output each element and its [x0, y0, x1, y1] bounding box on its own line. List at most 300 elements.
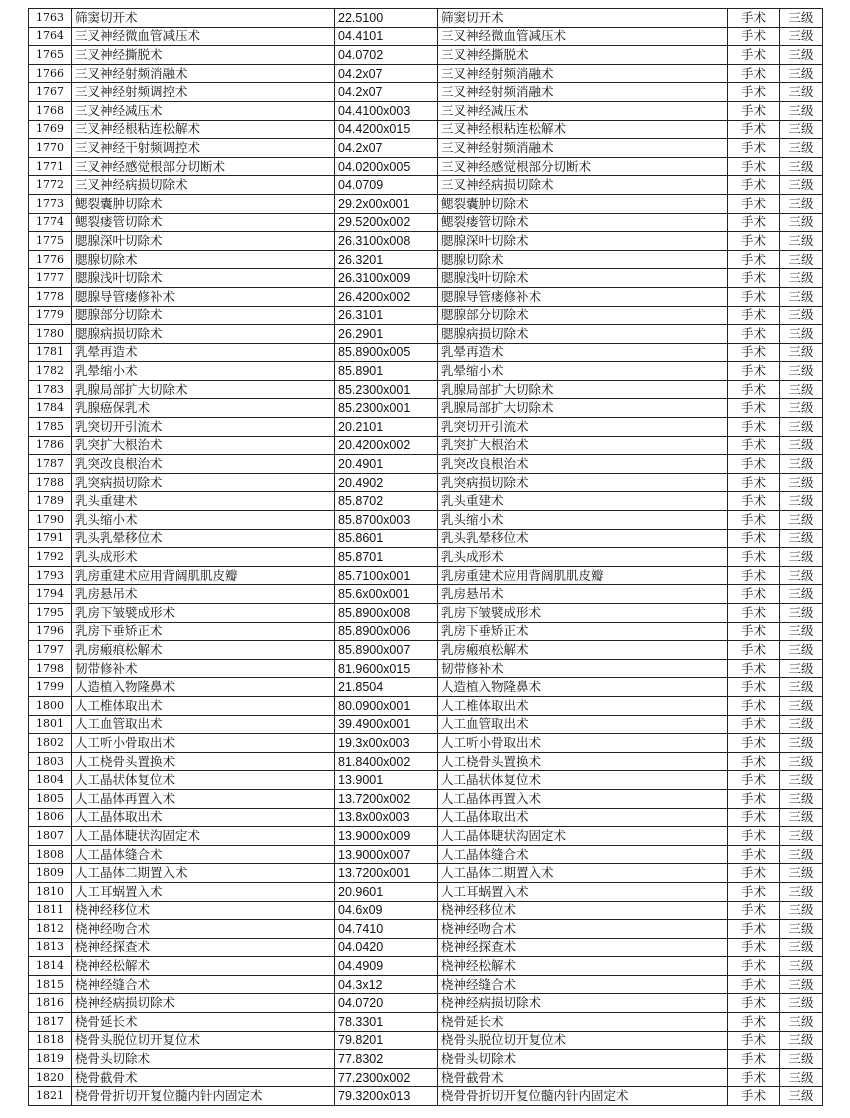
- procedure-type-cell: 手术: [728, 473, 780, 492]
- procedure-type-cell: 手术: [728, 27, 780, 46]
- procedure-code-cell: 79.8201: [335, 1031, 438, 1050]
- row-number-cell: 1777: [29, 269, 72, 288]
- row-number-cell: 1764: [29, 27, 72, 46]
- procedure-type-cell: 手术: [728, 101, 780, 120]
- procedure-type-cell: 手术: [728, 9, 780, 28]
- procedure-name-cell: 鳃裂囊肿切除术: [72, 194, 335, 213]
- procedure-type-cell: 手术: [728, 1013, 780, 1032]
- procedure-type-cell: 手术: [728, 250, 780, 269]
- procedure-code-cell: 04.0709: [335, 176, 438, 195]
- procedure-name-cell: 人工椎体取出术: [72, 696, 335, 715]
- procedure-type-cell: 手术: [728, 957, 780, 976]
- table-row: [29, 994, 823, 1013]
- procedure-grade-cell: 三级: [780, 194, 823, 213]
- procedure-type-cell: 手术: [728, 139, 780, 158]
- procedure-type-cell: 手术: [728, 436, 780, 455]
- mapped-procedure-name-cell: 桡骨头切除术: [438, 1050, 728, 1069]
- procedure-type-cell: 手术: [728, 845, 780, 864]
- mapped-procedure-name-cell: 腮腺切除术: [438, 250, 728, 269]
- procedure-grade-cell: 三级: [780, 287, 823, 306]
- procedure-name-cell: 桡骨头脱位切开复位术: [72, 1031, 335, 1050]
- mapped-procedure-name-cell: 人工椎体取出术: [438, 696, 728, 715]
- procedure-type-cell: 手术: [728, 938, 780, 957]
- row-number-cell: 1765: [29, 46, 72, 65]
- table-row: [29, 715, 823, 734]
- row-number-cell: 1776: [29, 250, 72, 269]
- table-row: [29, 789, 823, 808]
- procedure-code-cell: 79.3200x013: [335, 1087, 438, 1106]
- procedure-type-cell: 手术: [728, 194, 780, 213]
- table-row: [29, 101, 823, 120]
- procedure-grade-cell: 三级: [780, 1050, 823, 1069]
- table-row: [29, 957, 823, 976]
- procedure-code-cell: 85.8702: [335, 492, 438, 511]
- row-number-cell: 1801: [29, 715, 72, 734]
- procedure-code-cell: 19.3x00x003: [335, 734, 438, 753]
- mapped-procedure-name-cell: 乳晕缩小术: [438, 362, 728, 381]
- row-number-cell: 1797: [29, 641, 72, 660]
- procedure-type-cell: 手术: [728, 678, 780, 697]
- procedure-code-cell: 13.7200x002: [335, 789, 438, 808]
- procedure-code-cell: 13.9000x007: [335, 845, 438, 864]
- table-row: [29, 492, 823, 511]
- mapped-procedure-name-cell: 乳头缩小术: [438, 511, 728, 530]
- procedure-code-cell: 04.4200x015: [335, 120, 438, 139]
- procedure-grade-cell: 三级: [780, 975, 823, 994]
- procedure-grade-cell: 三级: [780, 585, 823, 604]
- procedure-name-cell: 三叉神经病损切除术: [72, 176, 335, 195]
- procedure-type-cell: 手术: [728, 362, 780, 381]
- procedure-type-cell: 手术: [728, 808, 780, 827]
- row-number-cell: 1802: [29, 734, 72, 753]
- row-number-cell: 1814: [29, 957, 72, 976]
- row-number-cell: 1782: [29, 362, 72, 381]
- procedure-code-cell: 26.3100x009: [335, 269, 438, 288]
- procedure-name-cell: 乳房下皱襞成形术: [72, 604, 335, 623]
- procedure-name-cell: 三叉神经根粘连松解术: [72, 120, 335, 139]
- table-row: [29, 27, 823, 46]
- row-number-cell: 1820: [29, 1068, 72, 1087]
- procedure-name-cell: 腮腺浅叶切除术: [72, 269, 335, 288]
- table-row: [29, 938, 823, 957]
- procedure-code-cell: 85.8601: [335, 529, 438, 548]
- row-number-cell: 1812: [29, 920, 72, 939]
- table-row: [29, 1031, 823, 1050]
- procedure-type-cell: 手术: [728, 585, 780, 604]
- procedure-grade-cell: 三级: [780, 101, 823, 120]
- row-number-cell: 1774: [29, 213, 72, 232]
- row-number-cell: 1799: [29, 678, 72, 697]
- row-number-cell: 1787: [29, 455, 72, 474]
- procedure-type-cell: 手术: [728, 213, 780, 232]
- procedure-name-cell: 腮腺部分切除术: [72, 306, 335, 325]
- procedure-type-cell: 手术: [728, 83, 780, 102]
- mapped-procedure-name-cell: 三叉神经射频消融术: [438, 64, 728, 83]
- procedure-code-cell: 04.2x07: [335, 83, 438, 102]
- procedure-type-cell: 手术: [728, 994, 780, 1013]
- procedure-code-cell: 77.8302: [335, 1050, 438, 1069]
- procedure-grade-cell: 三级: [780, 938, 823, 957]
- mapped-procedure-name-cell: 桡骨延长术: [438, 1013, 728, 1032]
- procedure-name-cell: 乳突扩大根治术: [72, 436, 335, 455]
- procedure-name-cell: 人工晶体取出术: [72, 808, 335, 827]
- mapped-procedure-name-cell: 桡神经移位术: [438, 901, 728, 920]
- procedure-grade-cell: 三级: [780, 306, 823, 325]
- row-number-cell: 1818: [29, 1031, 72, 1050]
- row-number-cell: 1766: [29, 64, 72, 83]
- procedure-code-cell: 13.8x00x003: [335, 808, 438, 827]
- procedure-type-cell: 手术: [728, 46, 780, 65]
- mapped-procedure-name-cell: 乳腺局部扩大切除术: [438, 399, 728, 418]
- procedure-type-cell: 手术: [728, 566, 780, 585]
- mapped-procedure-name-cell: 桡神经探查术: [438, 938, 728, 957]
- table-row: [29, 139, 823, 158]
- row-number-cell: 1798: [29, 659, 72, 678]
- table-row: [29, 250, 823, 269]
- procedure-grade-cell: 三级: [780, 473, 823, 492]
- procedure-code-cell: 26.3201: [335, 250, 438, 269]
- mapped-procedure-name-cell: 鳃裂瘘管切除术: [438, 213, 728, 232]
- row-number-cell: 1781: [29, 343, 72, 362]
- procedure-type-cell: 手术: [728, 492, 780, 511]
- procedure-name-cell: 腮腺导管瘘修补术: [72, 287, 335, 306]
- procedure-code-cell: 04.0420: [335, 938, 438, 957]
- table-row: [29, 1013, 823, 1032]
- procedure-name-cell: 人工耳蜗置入术: [72, 882, 335, 901]
- procedure-name-cell: 筛窦切开术: [72, 9, 335, 28]
- procedure-type-cell: 手术: [728, 64, 780, 83]
- procedure-name-cell: 三叉神经减压术: [72, 101, 335, 120]
- mapped-procedure-name-cell: 乳头乳晕移位术: [438, 529, 728, 548]
- mapped-procedure-name-cell: 乳突切开引流术: [438, 418, 728, 437]
- table-row: [29, 585, 823, 604]
- table-row: [29, 176, 823, 195]
- row-number-cell: 1786: [29, 436, 72, 455]
- procedure-code-cell: 13.9000x009: [335, 827, 438, 846]
- procedure-code-cell: 80.0900x001: [335, 696, 438, 715]
- mapped-procedure-name-cell: 乳突病损切除术: [438, 473, 728, 492]
- procedure-name-cell: 乳房悬吊术: [72, 585, 335, 604]
- procedure-name-cell: 乳头成形术: [72, 548, 335, 567]
- procedure-grade-cell: 三级: [780, 1068, 823, 1087]
- procedure-type-cell: 手术: [728, 696, 780, 715]
- procedure-name-cell: 桡骨延长术: [72, 1013, 335, 1032]
- procedure-code-cell: 04.4100x003: [335, 101, 438, 120]
- procedure-grade-cell: 三级: [780, 529, 823, 548]
- procedure-grade-cell: 三级: [780, 46, 823, 65]
- mapped-procedure-name-cell: 桡骨截骨术: [438, 1068, 728, 1087]
- procedure-type-cell: 手术: [728, 418, 780, 437]
- procedure-name-cell: 乳晕再造术: [72, 343, 335, 362]
- procedure-code-cell: 04.0702: [335, 46, 438, 65]
- mapped-procedure-name-cell: 筛窦切开术: [438, 9, 728, 28]
- procedure-table: [28, 8, 823, 1106]
- procedure-name-cell: 乳突改良根治术: [72, 455, 335, 474]
- table-row: [29, 882, 823, 901]
- mapped-procedure-name-cell: 三叉神经根粘连松解术: [438, 120, 728, 139]
- mapped-procedure-name-cell: 人造植入物隆鼻术: [438, 678, 728, 697]
- table-row: [29, 920, 823, 939]
- mapped-procedure-name-cell: 腮腺深叶切除术: [438, 232, 728, 251]
- procedure-grade-cell: 三级: [780, 1031, 823, 1050]
- procedure-type-cell: 手术: [728, 269, 780, 288]
- procedure-grade-cell: 三级: [780, 139, 823, 158]
- procedure-name-cell: 人工桡骨头置换术: [72, 752, 335, 771]
- procedure-code-cell: 26.4200x002: [335, 287, 438, 306]
- row-number-cell: 1795: [29, 604, 72, 623]
- procedure-grade-cell: 三级: [780, 27, 823, 46]
- procedure-code-cell: 85.8901: [335, 362, 438, 381]
- procedure-name-cell: 乳房瘢痕松解术: [72, 641, 335, 660]
- procedure-type-cell: 手术: [728, 120, 780, 139]
- row-number-cell: 1778: [29, 287, 72, 306]
- row-number-cell: 1789: [29, 492, 72, 511]
- row-number-cell: 1803: [29, 752, 72, 771]
- procedure-grade-cell: 三级: [780, 250, 823, 269]
- table-row: [29, 306, 823, 325]
- procedure-code-cell: 04.4101: [335, 27, 438, 46]
- row-number-cell: 1811: [29, 901, 72, 920]
- procedure-grade-cell: 三级: [780, 157, 823, 176]
- mapped-procedure-name-cell: 桡骨头脱位切开复位术: [438, 1031, 728, 1050]
- procedure-name-cell: 人工血管取出术: [72, 715, 335, 734]
- row-number-cell: 1796: [29, 622, 72, 641]
- procedure-grade-cell: 三级: [780, 213, 823, 232]
- procedure-code-cell: 85.8700x003: [335, 511, 438, 530]
- table-row: [29, 734, 823, 753]
- mapped-procedure-name-cell: 腮腺部分切除术: [438, 306, 728, 325]
- mapped-procedure-name-cell: 鳃裂囊肿切除术: [438, 194, 728, 213]
- mapped-procedure-name-cell: 乳突改良根治术: [438, 455, 728, 474]
- row-number-cell: 1773: [29, 194, 72, 213]
- table-row: [29, 566, 823, 585]
- procedure-name-cell: 桡神经探查术: [72, 938, 335, 957]
- procedure-type-cell: 手术: [728, 529, 780, 548]
- procedure-name-cell: 三叉神经感觉根部分切断术: [72, 157, 335, 176]
- row-number-cell: 1792: [29, 548, 72, 567]
- mapped-procedure-name-cell: 乳突扩大根治术: [438, 436, 728, 455]
- mapped-procedure-name-cell: 三叉神经病损切除术: [438, 176, 728, 195]
- row-number-cell: 1767: [29, 83, 72, 102]
- table-row: [29, 771, 823, 790]
- procedure-grade-cell: 三级: [780, 882, 823, 901]
- procedure-code-cell: 29.2x00x001: [335, 194, 438, 213]
- mapped-procedure-name-cell: 腮腺病损切除术: [438, 325, 728, 344]
- procedure-type-cell: 手术: [728, 975, 780, 994]
- table-row: [29, 83, 823, 102]
- table-row: [29, 1087, 823, 1106]
- procedure-code-cell: 77.2300x002: [335, 1068, 438, 1087]
- row-number-cell: 1779: [29, 306, 72, 325]
- procedure-grade-cell: 三级: [780, 232, 823, 251]
- mapped-procedure-name-cell: 人工耳蜗置入术: [438, 882, 728, 901]
- table-row: [29, 380, 823, 399]
- procedure-code-cell: 04.2x07: [335, 139, 438, 158]
- mapped-procedure-name-cell: 腮腺导管瘘修补术: [438, 287, 728, 306]
- procedure-type-cell: 手术: [728, 659, 780, 678]
- row-number-cell: 1783: [29, 380, 72, 399]
- mapped-procedure-name-cell: 乳房悬吊术: [438, 585, 728, 604]
- procedure-type-cell: 手术: [728, 157, 780, 176]
- procedure-name-cell: 鳃裂瘘管切除术: [72, 213, 335, 232]
- mapped-procedure-name-cell: 人工晶状体复位术: [438, 771, 728, 790]
- procedure-code-cell: 04.2x07: [335, 64, 438, 83]
- procedure-grade-cell: 三级: [780, 1087, 823, 1106]
- table-row: [29, 418, 823, 437]
- procedure-grade-cell: 三级: [780, 604, 823, 623]
- mapped-procedure-name-cell: 人工晶体再置入术: [438, 789, 728, 808]
- procedure-code-cell: 04.4909: [335, 957, 438, 976]
- table-row: [29, 455, 823, 474]
- procedure-code-cell: 20.4901: [335, 455, 438, 474]
- procedure-type-cell: 手术: [728, 232, 780, 251]
- procedure-name-cell: 乳头缩小术: [72, 511, 335, 530]
- procedure-grade-cell: 三级: [780, 994, 823, 1013]
- procedure-name-cell: 桡神经病损切除术: [72, 994, 335, 1013]
- table-row: [29, 864, 823, 883]
- row-number-cell: 1809: [29, 864, 72, 883]
- table-row: [29, 399, 823, 418]
- table-row: [29, 511, 823, 530]
- procedure-name-cell: 乳房重建术应用背阔肌肌皮瓣: [72, 566, 335, 585]
- mapped-procedure-name-cell: 桡神经吻合术: [438, 920, 728, 939]
- procedure-code-cell: 85.7100x001: [335, 566, 438, 585]
- table-row: [29, 827, 823, 846]
- procedure-code-cell: 85.8900x008: [335, 604, 438, 623]
- procedure-name-cell: 桡神经吻合术: [72, 920, 335, 939]
- procedure-name-cell: 腮腺切除术: [72, 250, 335, 269]
- procedure-code-cell: 81.9600x015: [335, 659, 438, 678]
- procedure-grade-cell: 三级: [780, 641, 823, 660]
- procedure-type-cell: 手术: [728, 399, 780, 418]
- procedure-code-cell: 20.4200x002: [335, 436, 438, 455]
- row-number-cell: 1788: [29, 473, 72, 492]
- procedure-grade-cell: 三级: [780, 418, 823, 437]
- mapped-procedure-name-cell: 三叉神经感觉根部分切断术: [438, 157, 728, 176]
- procedure-type-cell: 手术: [728, 604, 780, 623]
- mapped-procedure-name-cell: 乳房下皱襞成形术: [438, 604, 728, 623]
- row-number-cell: 1780: [29, 325, 72, 344]
- procedure-grade-cell: 三级: [780, 808, 823, 827]
- row-number-cell: 1807: [29, 827, 72, 846]
- procedure-code-cell: 22.5100: [335, 9, 438, 28]
- procedure-name-cell: 人工晶体二期置入术: [72, 864, 335, 883]
- mapped-procedure-name-cell: 人工晶体二期置入术: [438, 864, 728, 883]
- table-row: [29, 473, 823, 492]
- row-number-cell: 1815: [29, 975, 72, 994]
- procedure-grade-cell: 三级: [780, 343, 823, 362]
- procedure-table-body: [29, 9, 823, 1106]
- table-row: [29, 845, 823, 864]
- procedure-type-cell: 手术: [728, 771, 780, 790]
- procedure-type-cell: 手术: [728, 287, 780, 306]
- procedure-name-cell: 桡神经移位术: [72, 901, 335, 920]
- mapped-procedure-name-cell: 桡神经缝合术: [438, 975, 728, 994]
- procedure-grade-cell: 三级: [780, 864, 823, 883]
- procedure-name-cell: 桡神经缝合术: [72, 975, 335, 994]
- mapped-procedure-name-cell: 人工桡骨头置换术: [438, 752, 728, 771]
- procedure-name-cell: 桡神经松解术: [72, 957, 335, 976]
- procedure-name-cell: 三叉神经撕脱术: [72, 46, 335, 65]
- procedure-grade-cell: 三级: [780, 548, 823, 567]
- procedure-grade-cell: 三级: [780, 845, 823, 864]
- row-number-cell: 1804: [29, 771, 72, 790]
- procedure-grade-cell: 三级: [780, 566, 823, 585]
- procedure-name-cell: 三叉神经微血管减压术: [72, 27, 335, 46]
- procedure-grade-cell: 三级: [780, 511, 823, 530]
- row-number-cell: 1800: [29, 696, 72, 715]
- procedure-code-cell: 21.8504: [335, 678, 438, 697]
- procedure-code-cell: 26.3101: [335, 306, 438, 325]
- procedure-name-cell: 腮腺深叶切除术: [72, 232, 335, 251]
- procedure-name-cell: 乳突切开引流术: [72, 418, 335, 437]
- row-number-cell: 1821: [29, 1087, 72, 1106]
- procedure-grade-cell: 三级: [780, 455, 823, 474]
- procedure-code-cell: 85.6x00x001: [335, 585, 438, 604]
- table-row: [29, 975, 823, 994]
- procedure-grade-cell: 三级: [780, 734, 823, 753]
- procedure-code-cell: 20.9601: [335, 882, 438, 901]
- procedure-type-cell: 手术: [728, 548, 780, 567]
- table-row: [29, 752, 823, 771]
- mapped-procedure-name-cell: 乳房瘢痕松解术: [438, 641, 728, 660]
- table-row: [29, 232, 823, 251]
- procedure-grade-cell: 三级: [780, 269, 823, 288]
- mapped-procedure-name-cell: 桡神经松解术: [438, 957, 728, 976]
- procedure-grade-cell: 三级: [780, 827, 823, 846]
- procedure-name-cell: 乳头重建术: [72, 492, 335, 511]
- row-number-cell: 1806: [29, 808, 72, 827]
- table-row: [29, 659, 823, 678]
- procedure-type-cell: 手术: [728, 734, 780, 753]
- procedure-grade-cell: 三级: [780, 380, 823, 399]
- procedure-grade-cell: 三级: [780, 83, 823, 102]
- procedure-code-cell: 85.8701: [335, 548, 438, 567]
- procedure-grade-cell: 三级: [780, 789, 823, 808]
- table-row: [29, 696, 823, 715]
- procedure-type-cell: 手术: [728, 864, 780, 883]
- procedure-type-cell: 手术: [728, 882, 780, 901]
- procedure-type-cell: 手术: [728, 752, 780, 771]
- procedure-code-cell: 26.2901: [335, 325, 438, 344]
- table-row: [29, 436, 823, 455]
- procedure-type-cell: 手术: [728, 325, 780, 344]
- procedure-code-cell: 85.2300x001: [335, 380, 438, 399]
- mapped-procedure-name-cell: 人工晶体缝合术: [438, 845, 728, 864]
- row-number-cell: 1770: [29, 139, 72, 158]
- mapped-procedure-name-cell: 乳晕再造术: [438, 343, 728, 362]
- mapped-procedure-name-cell: 韧带修补术: [438, 659, 728, 678]
- procedure-name-cell: 人造植入物隆鼻术: [72, 678, 335, 697]
- procedure-grade-cell: 三级: [780, 678, 823, 697]
- procedure-grade-cell: 三级: [780, 752, 823, 771]
- mapped-procedure-name-cell: 桡神经病损切除术: [438, 994, 728, 1013]
- procedure-type-cell: 手术: [728, 306, 780, 325]
- procedure-name-cell: 三叉神经干射频调控术: [72, 139, 335, 158]
- procedure-grade-cell: 三级: [780, 120, 823, 139]
- row-number-cell: 1813: [29, 938, 72, 957]
- procedure-type-cell: 手术: [728, 827, 780, 846]
- row-number-cell: 1771: [29, 157, 72, 176]
- procedure-type-cell: 手术: [728, 1068, 780, 1087]
- row-number-cell: 1769: [29, 120, 72, 139]
- procedure-name-cell: 人工晶体再置入术: [72, 789, 335, 808]
- procedure-grade-cell: 三级: [780, 715, 823, 734]
- procedure-name-cell: 桡骨骨折切开复位髓内针内固定术: [72, 1087, 335, 1106]
- mapped-procedure-name-cell: 乳房下垂矫正术: [438, 622, 728, 641]
- procedure-grade-cell: 三级: [780, 362, 823, 381]
- procedure-type-cell: 手术: [728, 1050, 780, 1069]
